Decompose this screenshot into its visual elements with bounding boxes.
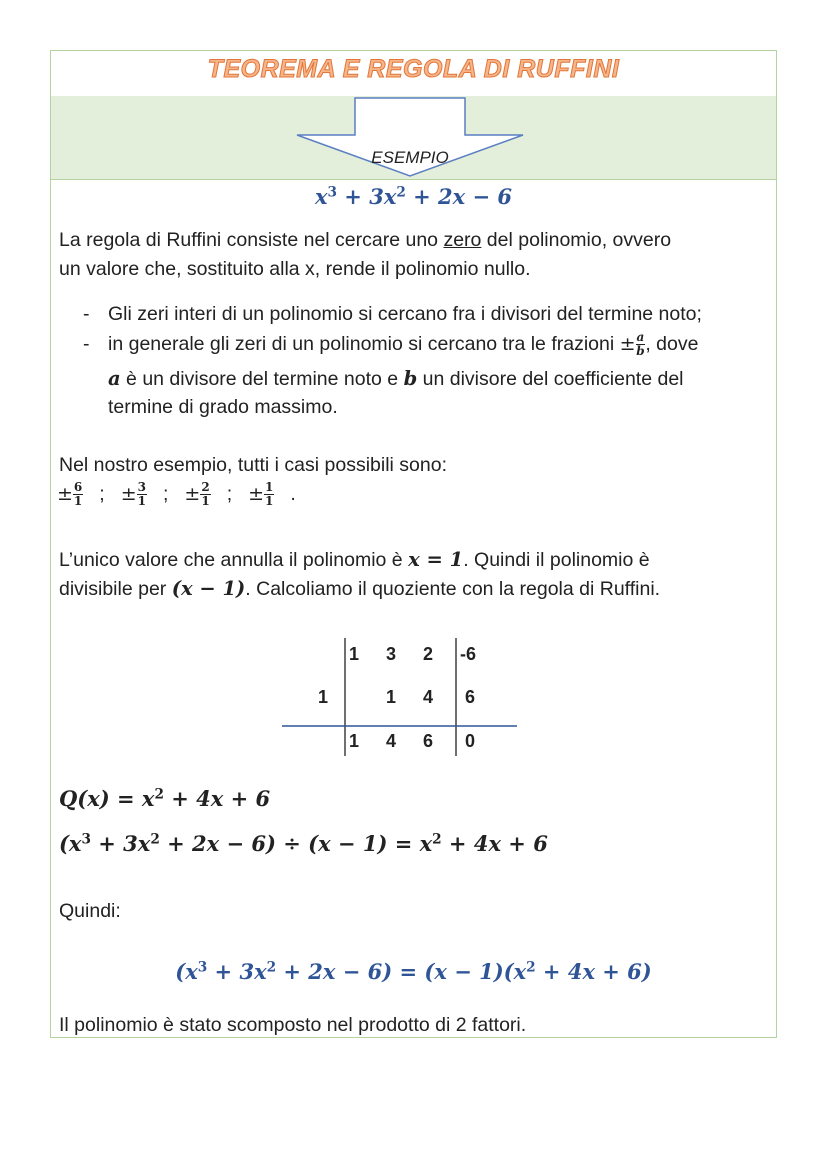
coef-cell: 3: [386, 644, 397, 664]
div-part: + 3x: [90, 831, 151, 856]
result-cell: 6: [423, 731, 434, 751]
var-b: b: [403, 367, 418, 390]
coef-cell: 2: [423, 644, 434, 664]
case-fraction: [73, 481, 83, 508]
div-part: + 4x + 6: [441, 831, 548, 856]
bullet-line2-mid: è un divisore del termine noto e: [120, 368, 404, 390]
fac-part: + 4x + 6): [535, 959, 652, 984]
root-cell: 1: [318, 687, 329, 707]
div-exp: 2: [432, 831, 442, 848]
poly-term-x: x: [314, 184, 328, 209]
bullet-line2-post: un divisore del coefficiente del: [417, 368, 684, 390]
frac-den: 1: [73, 494, 83, 509]
plus-minus-sign: ±: [120, 483, 137, 505]
fac-part: + 3x: [207, 959, 267, 984]
case-fraction: [264, 481, 274, 508]
root2-text: divisibile per: [59, 578, 172, 600]
separator: ;: [226, 483, 233, 505]
ruffini-table: [282, 638, 522, 758]
frac-num: 2: [201, 480, 210, 495]
intro-text-post: del polinomio, ovvero: [481, 229, 672, 251]
case-fraction: [200, 481, 210, 508]
frac-num: a: [636, 330, 645, 345]
frac-num: 3: [137, 480, 146, 495]
bullet-text-2-post: , dove: [645, 333, 699, 355]
frac-den: 1: [137, 494, 146, 509]
root2-text-post: . Calcoliamo il quoziente con la regola di Ruffini.: [245, 578, 661, 600]
fac-exp: 3: [197, 959, 208, 976]
plus-minus-sign: ±: [184, 483, 201, 505]
fac-part: + 2x − 6) = (x − 1)(x: [276, 959, 527, 984]
bullet-dash: -: [83, 303, 90, 325]
fac-part: (x: [175, 959, 198, 984]
poly-exp-3: 3: [327, 184, 337, 201]
frac-den: 1: [201, 494, 210, 509]
bullet-text-2: [108, 331, 698, 358]
quotient-line: [59, 786, 270, 813]
case-fraction: [137, 481, 147, 508]
div-exp: 2: [150, 831, 160, 848]
factorization-line: [51, 959, 776, 986]
coef-cell: -6: [460, 644, 477, 664]
bullet-dash: -: [83, 333, 90, 355]
intro-line-1: [59, 227, 671, 253]
result-cell: 4: [386, 731, 397, 751]
separator: ;: [162, 483, 169, 505]
intro-text: La regola di Ruffini consiste nel cercare uno: [59, 229, 444, 251]
division-line: [59, 831, 548, 858]
bullet-text-1: Gli zeri interi di un polinomio si cercano fra i divisori del termine noto;: [108, 303, 702, 325]
coef-cell: 1: [349, 644, 360, 664]
root-math: x = 1: [408, 548, 464, 571]
div-exp: 3: [81, 831, 91, 848]
result-cell: 0: [465, 731, 476, 751]
root-line-2: [59, 576, 660, 602]
quotient-x: x: [141, 786, 155, 811]
conclusion-text: Il polinomio è stato scomposto nel prodotto di 2 fattori.: [59, 1014, 527, 1036]
plus-minus-sign: ±: [57, 483, 73, 505]
poly-term-3x: + 3x: [336, 184, 397, 209]
page-title: TEOREMA E REGOLA DI RUFFINI: [207, 55, 620, 83]
root-line-1: [59, 547, 650, 573]
bullet-item-2-line-3: termine di grado massimo.: [108, 396, 338, 418]
middle-cell: 1: [386, 687, 397, 707]
bullet-item-2-line-2: [108, 366, 684, 392]
bullet-item-1: [83, 301, 702, 327]
example-label: ESEMPIO: [371, 148, 449, 167]
fac-exp: 2: [526, 959, 536, 976]
example-banner: [51, 96, 776, 180]
quotient-lhs: Q(x): [59, 786, 110, 811]
quindi-label: Quindi:: [59, 900, 121, 922]
poly-term-rest: + 2x − 6: [405, 184, 513, 209]
cases-intro: Nel nostro esempio, tutti i casi possibili sono:: [59, 454, 448, 476]
equals-sign: =: [109, 786, 142, 811]
plus-minus-sign: ±: [248, 483, 265, 505]
poly-exp-2: 2: [396, 184, 406, 201]
frac-den: b: [636, 344, 645, 359]
fraction-a-b: [636, 331, 646, 358]
div-part: (x: [59, 831, 82, 856]
var-a: a: [108, 367, 121, 390]
middle-cell: 4: [423, 687, 434, 707]
root-text: L’unico valore che annulla il polinomio è: [59, 549, 409, 571]
cases-list: [57, 481, 312, 508]
frac-den: 1: [265, 494, 274, 509]
zero-word: zero: [443, 229, 482, 251]
bullet-text-2-pre: in generale gli zeri di un polinomio si cercano tra le frazioni: [108, 333, 620, 355]
intro-line-2: un valore che, sostituito alla x, rende il polinomio nullo.: [59, 258, 531, 280]
quotient-rest: + 4x + 6: [163, 786, 271, 811]
polynomial-expression: [51, 184, 776, 210]
separator: ;: [99, 483, 105, 505]
frac-num: 1: [265, 480, 274, 495]
end-mark: .: [290, 483, 296, 505]
root-text-post: . Quindi il polinomio è: [463, 549, 650, 571]
div-part: + 2x − 6) ÷ (x − 1) = x: [159, 831, 433, 856]
title-row: [51, 51, 776, 97]
document-page: [50, 50, 777, 1038]
middle-cell: 6: [465, 687, 476, 707]
quotient-exp: 2: [154, 786, 164, 803]
result-cell: 1: [349, 731, 360, 751]
fac-exp: 2: [266, 959, 277, 976]
bullet-item-2: [83, 330, 699, 359]
plus-minus-sign: ±: [619, 333, 636, 355]
divisor-math: (x − 1): [171, 577, 246, 600]
frac-num: 6: [73, 480, 83, 495]
